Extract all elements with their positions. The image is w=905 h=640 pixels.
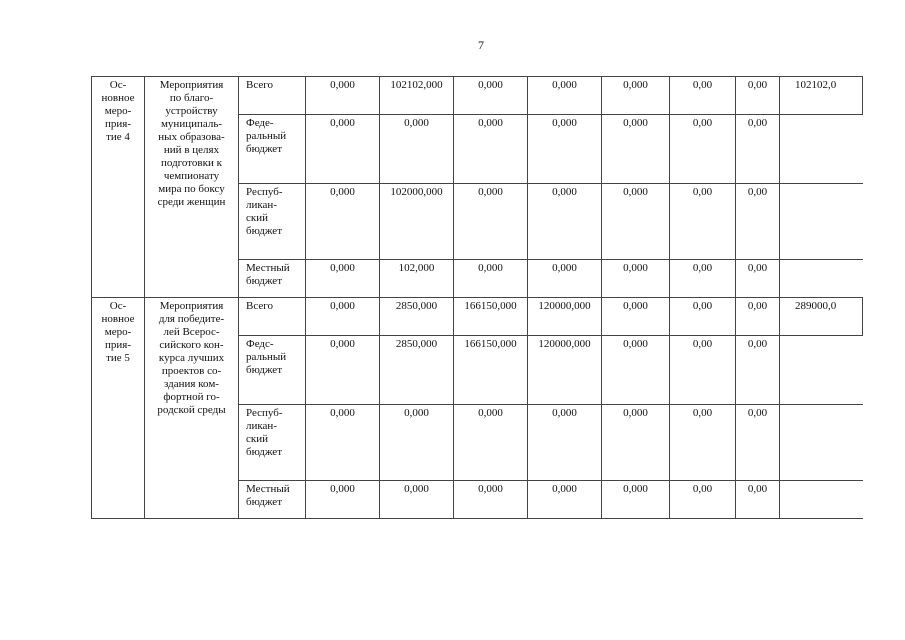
funding-source-cell: Местный бюджет bbox=[239, 481, 306, 519]
funding-source-cell: Всего bbox=[239, 77, 306, 115]
value-cell: 0,000 bbox=[380, 405, 454, 481]
funding-source-cell: Федс- ральный бюджет bbox=[239, 336, 306, 405]
value-cell: 0,00 bbox=[670, 115, 736, 184]
value-cell: 0,000 bbox=[528, 115, 602, 184]
empty-cell bbox=[780, 336, 863, 405]
value-cell: 0,00 bbox=[736, 115, 780, 184]
value-cell: 0,00 bbox=[670, 184, 736, 260]
value-cell: 0,000 bbox=[528, 77, 602, 115]
empty-cell bbox=[780, 115, 863, 184]
funding-source-cell: Респуб- ликан- ский бюджет bbox=[239, 184, 306, 260]
value-cell: 0,000 bbox=[528, 481, 602, 519]
table-row bbox=[92, 298, 863, 336]
value-cell: 0,000 bbox=[528, 260, 602, 298]
value-cell: 0,00 bbox=[670, 481, 736, 519]
value-cell: 0,00 bbox=[736, 405, 780, 481]
value-cell: 0,000 bbox=[454, 184, 528, 260]
value-cell: 2850,000 bbox=[380, 336, 454, 405]
value-cell: 0,000 bbox=[380, 481, 454, 519]
funding-source-cell: Феде- ральный бюджет bbox=[239, 115, 306, 184]
value-cell: 0,000 bbox=[306, 77, 380, 115]
value-cell: 0,000 bbox=[380, 115, 454, 184]
empty-cell bbox=[780, 405, 863, 481]
funding-source-cell: Местный бюджет bbox=[239, 260, 306, 298]
value-cell: 0,000 bbox=[306, 115, 380, 184]
value-cell: 0,00 bbox=[670, 260, 736, 298]
value-cell: 0,000 bbox=[602, 115, 670, 184]
value-cell: 0,00 bbox=[736, 298, 780, 336]
value-cell: 0,000 bbox=[528, 184, 602, 260]
value-cell: 0,000 bbox=[602, 336, 670, 405]
value-cell: 0,000 bbox=[602, 481, 670, 519]
value-cell: 0,000 bbox=[454, 115, 528, 184]
total-cell: 289000,0 bbox=[780, 298, 863, 336]
value-cell: 0,000 bbox=[528, 405, 602, 481]
event-description-cell: Мероприятия по благо- устройству муниципаль- ных образова- ний в целях подготовки к чемпионату мира по боксу среди женщин bbox=[145, 77, 239, 298]
value-cell: 0,000 bbox=[454, 260, 528, 298]
value-cell: 0,000 bbox=[306, 260, 380, 298]
table-row bbox=[92, 77, 863, 115]
value-cell: 0,000 bbox=[602, 298, 670, 336]
value-cell: 0,000 bbox=[306, 336, 380, 405]
empty-cell bbox=[780, 184, 863, 260]
event-description-cell: Мероприятия для победите- лей Всерос- сийского кон- курса лучших проектов со- здания ком- фортной го- родской среды bbox=[145, 298, 239, 519]
value-cell: 0,00 bbox=[670, 77, 736, 115]
value-cell: 0,000 bbox=[306, 184, 380, 260]
empty-cell bbox=[780, 481, 863, 519]
value-cell: 0,000 bbox=[454, 77, 528, 115]
value-cell: 0,00 bbox=[736, 336, 780, 405]
value-cell: 0,00 bbox=[670, 336, 736, 405]
budget-table bbox=[91, 76, 863, 519]
value-cell: 0,00 bbox=[736, 77, 780, 115]
value-cell: 120000,000 bbox=[528, 298, 602, 336]
funding-source-cell: Всего bbox=[239, 298, 306, 336]
value-cell: 0,000 bbox=[306, 298, 380, 336]
page-number: 7 bbox=[478, 38, 484, 52]
value-cell: 2850,000 bbox=[380, 298, 454, 336]
value-cell: 0,00 bbox=[736, 184, 780, 260]
empty-cell bbox=[780, 260, 863, 298]
value-cell: 102,000 bbox=[380, 260, 454, 298]
value-cell: 102102,000 bbox=[380, 77, 454, 115]
value-cell: 102000,000 bbox=[380, 184, 454, 260]
funding-source-cell: Респуб- ликан- ский бюджет bbox=[239, 405, 306, 481]
value-cell: 0,000 bbox=[602, 77, 670, 115]
value-cell: 0,00 bbox=[736, 260, 780, 298]
value-cell: 0,000 bbox=[602, 260, 670, 298]
value-cell: 166150,000 bbox=[454, 336, 528, 405]
total-cell: 102102,0 bbox=[780, 77, 863, 115]
value-cell: 0,000 bbox=[454, 405, 528, 481]
value-cell: 0,000 bbox=[306, 481, 380, 519]
value-cell: 0,00 bbox=[670, 405, 736, 481]
value-cell: 0,000 bbox=[306, 405, 380, 481]
event-label-cell: Ос- новное меро- прия- тие 5 bbox=[92, 298, 145, 519]
event-label-cell: Ос- новное меро- прия- тие 4 bbox=[92, 77, 145, 298]
value-cell: 0,00 bbox=[736, 481, 780, 519]
value-cell: 166150,000 bbox=[454, 298, 528, 336]
value-cell: 0,000 bbox=[602, 184, 670, 260]
value-cell: 0,000 bbox=[454, 481, 528, 519]
value-cell: 0,00 bbox=[670, 298, 736, 336]
value-cell: 120000,000 bbox=[528, 336, 602, 405]
value-cell: 0,000 bbox=[602, 405, 670, 481]
